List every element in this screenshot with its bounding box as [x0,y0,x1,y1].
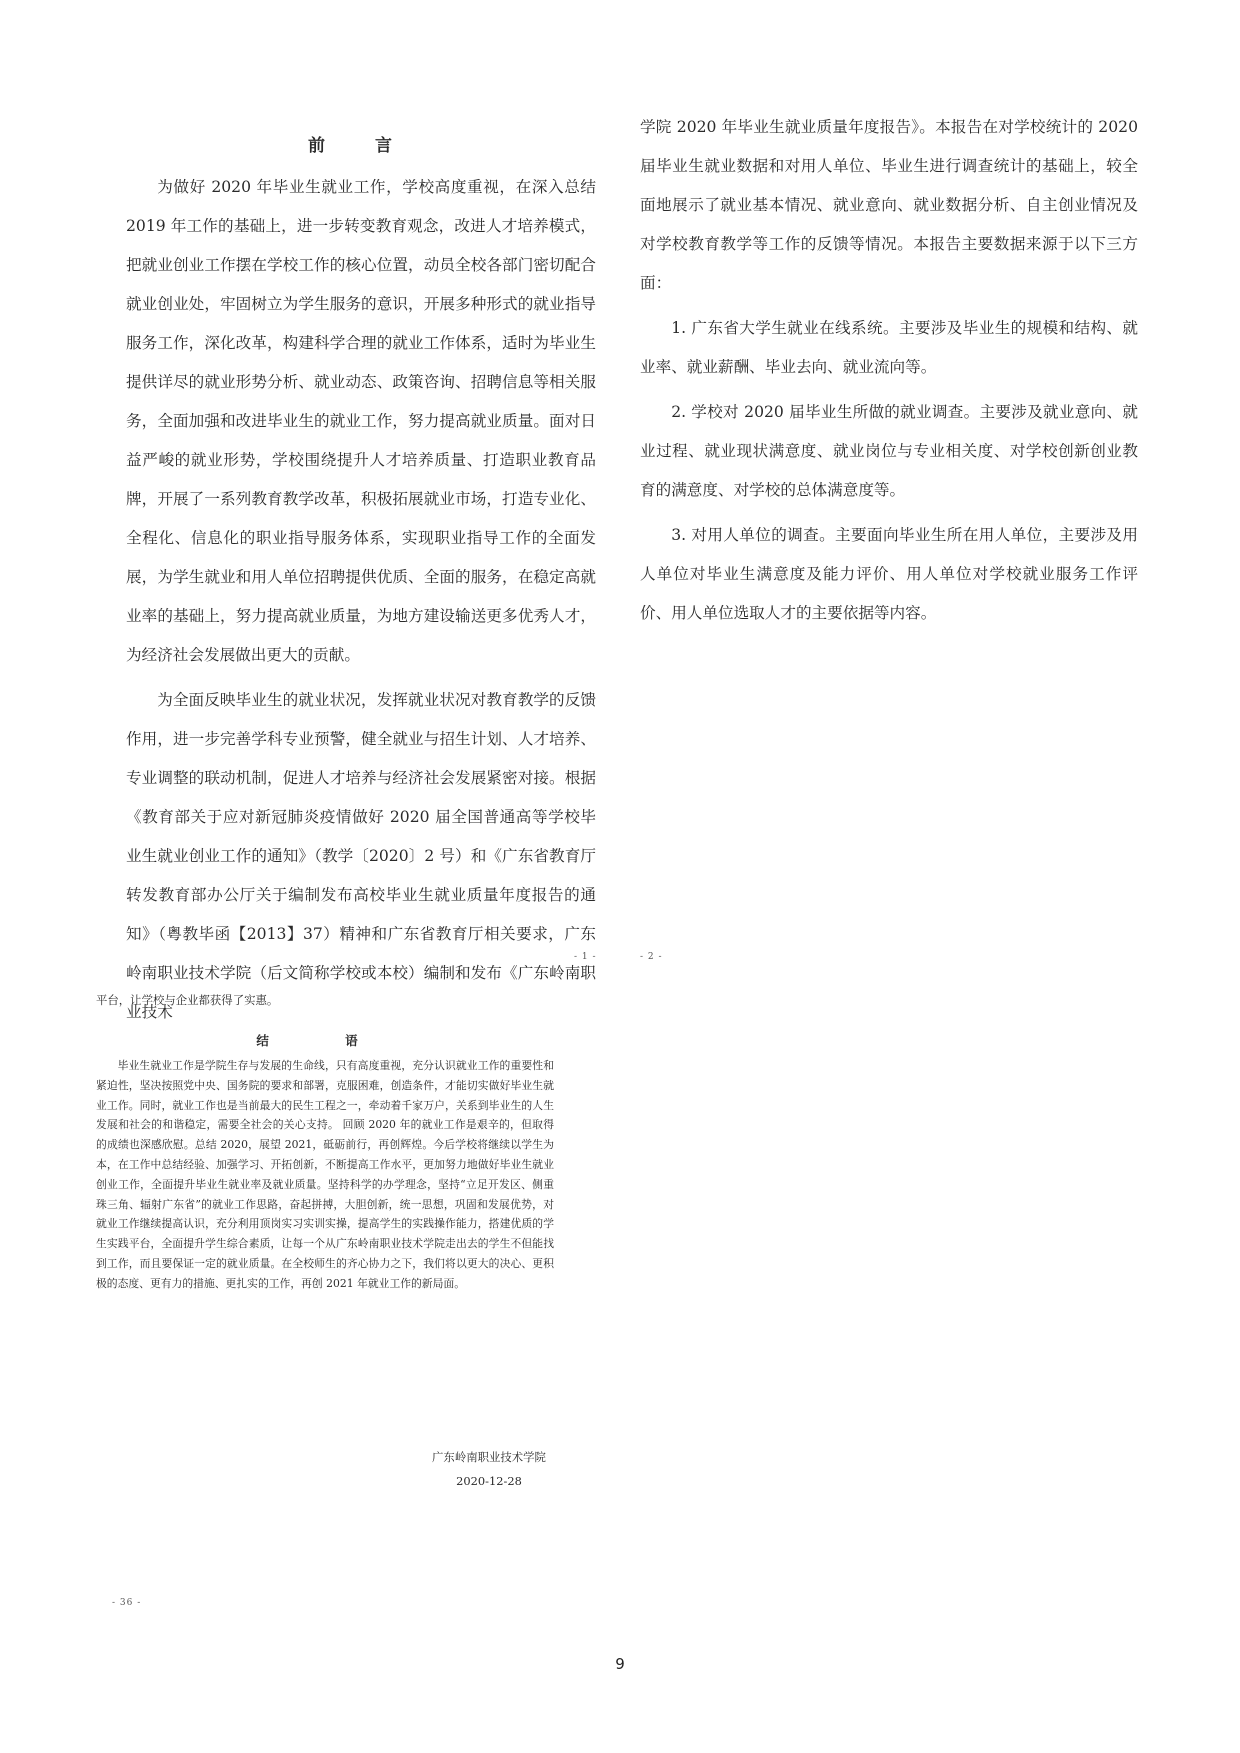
preface-page [126,126,596,1032]
sheet-page-number: 9 [615,1655,625,1673]
signature-block [414,1445,564,1493]
signature-organization: 广东岭南职业技术学院 [432,1450,546,1464]
data-source-item-1: 1. 广东省大学生就业在线系统。主要涉及毕业生的规模和结构、就业率、就业薪酬、毕业去向、就业流向等。 [640,319,1138,376]
preface-continued-page [640,108,1138,633]
signature-date: 2020-12-28 [456,1474,522,1488]
report-intro-paragraph: 学院 2020 年毕业生就业质量年度报告》。本报告在对学校统计的 2020 届毕业生就业数据和对用人单位、毕业生进行调查统计的基础上，较全面地展示了就业基本情况、就业意向、就业数据分析、自主创业情况及对学校教育教学等工作的反馈等情况。本报告主要数据来源于以下三方面： [640,118,1138,292]
data-source-item-2: 2. 学校对 2020 届毕业生所做的就业调查。主要涉及就业意向、就业过程、就业现状满意度、就业岗位与专业相关度、对学校创新创业教育的满意度、对学校的总体满意度等。 [640,403,1138,499]
preface-paragraph-2: 为全面反映毕业生的就业状况，发挥就业状况对教育教学的反馈作用，进一步完善学科专业预警，健全就业与招生计划、人才培养、专业调整的联动机制，促进人才培养与经济社会发展紧密对接。根据《教育部关于应对新冠肺炎疫情做好 2020 届全国普通高等学校毕业生就业创业工作的通知》（教学〔2020〕2 号）和《广东省教育厅转发教育部办公厅关于编制发布高校毕业生就业质量年度报告的通知》（粤教毕函【2013】37）精神和广东省教育厅相关要求，广东岭南职业技术学院（后文简称学校或本校）编制和发布《广东岭南职业技术 [126,691,596,1021]
preface-paragraph-1: 为做好 2020 年毕业生就业工作，学校高度重视，在深入总结 2019 年工作的基础上，进一步转变教育观念，改进人才培养模式，把就业创业工作摆在学校工作的核心位置，动员全校各部门密切配合就业创业处，牢固树立为学生服务的意识，开展多种形式的就业指导服务工作，深化改革，构建科学合理的就业工作体系，适时为毕业生提供详尽的就业形势分析、就业动态、政策咨询、招聘信息等相关服务，全面加强和改进毕业生的就业工作，努力提高就业质量。面对日益严峻的就业形势，学校围绕提升人才培养质量、打造职业教育品牌，开展了一系列教育教学改革，积极拓展就业市场，打造专业化、全程化、信息化的职业指导服务体系，实现职业指导工作的全面发展，为学生就业和用人单位招聘提供优质、全面的服务，在稳定高就业率的基础上，努力提高就业质量，为地方建设输送更多优秀人才，为经济社会发展做出更大的贡献。 [126,178,596,664]
conclusion-title: 结 语 [256,1033,394,1048]
page-number-1: - 1 - [574,952,597,962]
conclusion-body: 毕业生就业工作是学院生存与发展的生命线，只有高度重视，充分认识就业工作的重要性和紧迫性，坚决按照党中央、国务院的要求和部署，克服困难，创造条件，才能切实做好毕业生就业工作。同时，就业工作也是当前最大的民生工程之一，牵动着千家万户，关系到毕业生的人生发展和社会的和谐稳定，需要全社会的关心支持。 回顾 2020 年的就业工作是艰辛的，但取得的成绩也深感欣慰。总结 2020，展望 2021，砥砺前行，再创辉煌。今后学校将继续以学生为本，在工作中总结经验、加强学习、开拓创新，不断提高工作水平，更加努力地做好毕业生就业创业工作，全面提升毕业生就业率及就业质量。坚持科学的办学理念，坚持“立足开发区、侧重珠三角、辐射广东省”的就业工作思路，奋起拼搏，大胆创新，统一思想，巩固和发展优势，对就业工作继续提高认识，充分利用顶岗实习实训实操，提高学生的实践操作能力，搭建优质的学生实践平台，全面提升学生综合素质，让每一个从广东岭南职业技术学院走出去的学生不但能找到工作，而且要保证一定的就业质量。在全校师生的齐心协力之下，我们将以更大的决心、更积极的态度、更有力的措施、更扎实的工作，再创 2021 年就业工作的新局面。 [96,1059,554,1290]
page-number-2: - 2 - [640,952,663,962]
page-number-36: - 36 - [112,1598,142,1608]
data-source-item-3: 3. 对用人单位的调查。主要面向毕业生所在用人单位，主要涉及用人单位对毕业生满意度及能力评价、用人单位对学校就业服务工作评价、用人单位选取人才的主要依据等内容。 [640,526,1138,622]
previous-section-ending: 平台，让学校与企业都获得了实惠。 [96,993,279,1007]
conclusion-page [96,987,554,1334]
preface-title: 前 言 [308,136,414,156]
